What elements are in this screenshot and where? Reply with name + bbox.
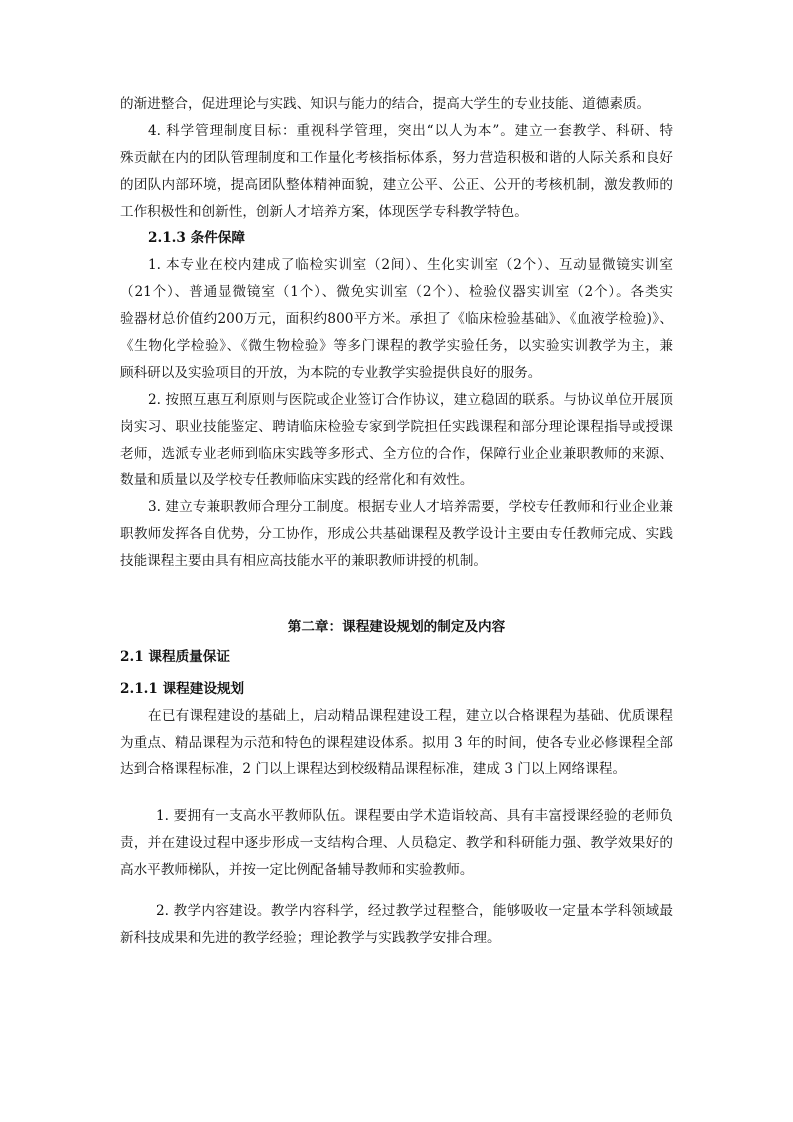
paragraph-conditions-2	[120, 387, 673, 495]
text-line: 的团队内部环境，提高团队整体精神面貌，建立公平、公正、公开的考核机制，激发教师的	[120, 176, 673, 193]
paragraph-conditions-1	[120, 252, 673, 386]
text-line: 为重点、精品课程为示范和特色的课程建设体系。拟用 3 年的时间，使各专业必修课程全部	[120, 734, 673, 751]
text-line: 责，并在建设过程中逐步形成一支结构合理、人员稳定、教学和科研能力强、教学效果好的	[120, 835, 673, 852]
text-line: 工作积极性和创新性，创新人才培养方案，体现医学专科教学特色。	[120, 203, 528, 220]
section-heading-2-1: 2.1 课程质量保证	[120, 648, 230, 665]
text-line: 顾科研以及实验项目的开放，为本院的专业教学实验提供良好的服务。	[120, 364, 542, 381]
paragraph-teacher-team	[120, 803, 673, 884]
text-line: 职教师发挥各自优势，分工协作，形成公共基础课程及教学设计主要由专任教师完成、实践	[120, 526, 673, 543]
text-line: 新科技成果和先进的教学经验；理论教学与实践教学安排合理。	[120, 929, 501, 946]
text-line: 达到合格课程标准，2 门以上课程达到校级精品课程标准，建成 3 门以上网络课程。	[120, 761, 627, 778]
text-line: 数量和质量以及学校专任教师临床实践的经常化和有效性。	[120, 472, 474, 489]
chapter-title: 第二章：课程建设规划的制定及内容	[287, 619, 506, 636]
paragraph-management-goal	[120, 118, 673, 226]
text-line: 2. 教学内容建设。教学内容科学，经过教学过程整合，能够吸收一定量本学科领域最	[156, 903, 673, 920]
text-line: 验器材总价值约200万元，面积约800平方米。承担了《临床检验基础》、《血液学检验)》、	[120, 311, 673, 328]
text-line: 《生物化学检验》、《微生物检验》等多门课程的教学实验任务，以实验实训教学为主，兼	[120, 338, 673, 355]
section-heading-2-1-3: 2.1.3 条件保障	[148, 230, 245, 247]
text-line: 殊贡献在内的团队管理制度和工作量化考核指标体系，努力营造积极和谐的人际关系和良好	[120, 149, 673, 166]
paragraph-teaching-content	[120, 898, 673, 952]
text-line: 1. 要拥有一支高水平教师队伍。课程要由学术造诣较高、具有丰富授课经验的老师负	[156, 808, 673, 825]
text-line: 技能课程主要由具有相应高技能水平的兼职教师讲授的机制。	[120, 553, 488, 570]
text-line: 在已有课程建设的基础上，启动精品课程建设工程，建立以合格课程为基础、优质课程	[148, 707, 673, 724]
paragraph-conditions-3	[120, 494, 673, 575]
section-heading-2-1-1: 2.1.1 课程建设规划	[120, 680, 245, 697]
document-page	[120, 91, 673, 952]
text-line: 的渐进整合，促进理论与实践、知识与能力的结合，提高大学生的专业技能、道德素质。	[120, 96, 651, 112]
paragraph-continuation	[120, 91, 673, 118]
text-line: 1. 本专业在校内建成了临检实训室（2间）、生化实训室（2个）、互动显微镜实训室	[148, 257, 673, 274]
text-line: 4. 科学管理制度目标：重视科学管理，突出“以人为本”。建立一套教学、科研、特	[148, 122, 673, 139]
text-line: 高水平教师梯队，并按一定比例配备辅导教师和实验教师。	[120, 862, 474, 879]
text-line: 3. 建立专兼职教师合理分工制度。根据专业人才培养需要，学校专任教师和行业企业兼	[148, 499, 673, 516]
text-line: 老师，选派专业老师到临床实践等多形式、全方位的合作，保障行业企业兼职教师的来源、	[120, 445, 673, 462]
text-line: 2. 按照互惠互利原则与医院或企业签订合作协议，建立稳固的联系。与协议单位开展顶	[148, 391, 673, 408]
paragraph-course-plan	[120, 703, 673, 784]
text-line: （21个）、普通显微镜室（1个）、微免实训室（2个）、检验仪器实训室（2个）。各类实	[120, 284, 673, 301]
text-line: 岗实习、职业技能鉴定、聘请临床检验专家到学院担任实践课程和部分理论课程指导或授课	[120, 418, 673, 435]
